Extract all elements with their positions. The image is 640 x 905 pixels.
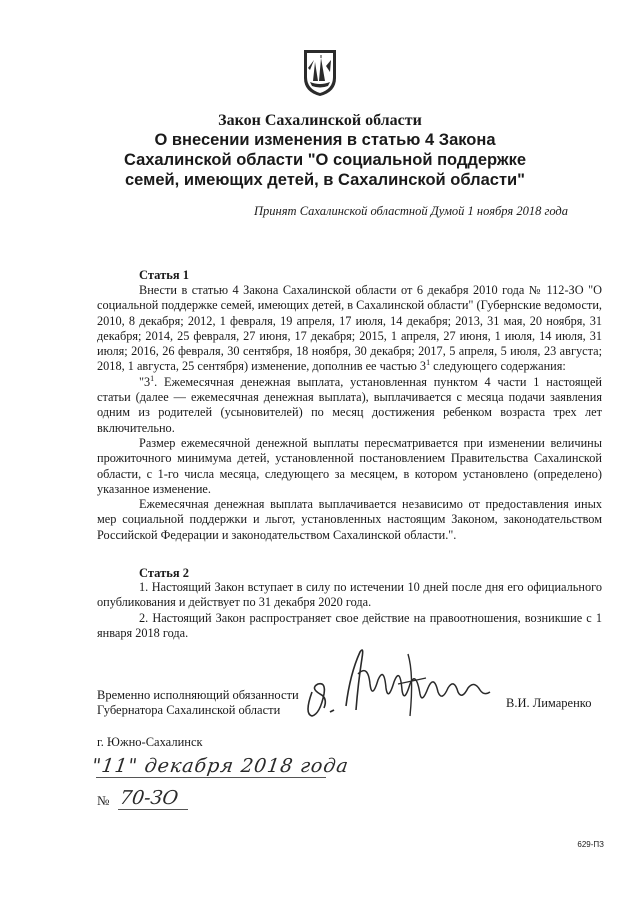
law-subject — [75, 130, 575, 190]
document-code: 629-ПЗ — [577, 840, 604, 849]
law-subject-line: семей, имеющих детей, в Сахалинской области" — [124, 171, 525, 189]
signatory-position-line: Губернатора Сахалинской области — [97, 703, 281, 717]
date-underline — [96, 777, 326, 778]
law-subject-line: О внесении изменения в статью 4 Закона — [154, 131, 496, 149]
article-2-paragraph: 1. Настоящий Закон вступает в силу по истечении 10 дней после дня его официального опубликования и действует по 31 декабря 2020 года. — [97, 580, 602, 610]
handwritten-law-number: 70-ЗО — [118, 787, 180, 809]
article-1-heading: Статья 1 — [139, 268, 189, 282]
adoption-note: Принят Сахалинской областной Думой 1 ноября 2018 года — [254, 204, 568, 218]
article-1-paragraph: "$3^1$. Ежемесячная денежная выплата, установленная пунктом 4 части 1 настоящей статьи (далее — ежемесячная денежная выплата), выплачивается с месяца подачи заявления одним из родителей (усыновителей) по месяц достижения ребенком возраста трех лет включительно. — [97, 373, 602, 435]
coat-of-arms-icon — [300, 48, 340, 98]
article-1-paragraph: Внести в статью 4 Закона Сахалинской области от 6 декабря 2010 года № 112-ЗО "О социальной поддержке семей, имеющих детей, в Сахалинской области" (Губернские ведомости, 2010, 8 декабря; 2012, 1 февраля, 19 апреля, 17 июля, 14 декабря; 2013, 31 мая, 20 ноября, 31 декабря; 2014, 25 февраля, 27 июня, 17 декабря; 2015, 1 апреля, 27 июня, 1 июля, 14 июля, 31 июля; 2016, 26 февраля, 30 сентября, 18 ноября, 30 декабря; 2017, 5 апреля, 5 июля, 23 августа; 2018, 1 августа, 25 сентября) изменение, дополнив ее частью $3^1$ следующего содержания: — [97, 283, 602, 374]
article-2-heading: Статья 2 — [139, 566, 189, 580]
article-2-body — [97, 580, 602, 641]
article-1-paragraph: Размер ежемесячной денежной выплаты пересматривается при изменении величины прожиточного минимума детей, установленной постановлением Правительства Сахалинской области, с 1-го числа месяца, следующего за месяцем, в котором установлено (определено) указанное изменение. — [97, 435, 602, 496]
handwritten-signature — [298, 644, 508, 724]
article-1-paragraph: Ежемесячная денежная выплата выплачивается независимо от предоставления иных мер социальной поддержки и льгот, установленных настоящим Законом, законодательством Российской Федерации и законодательством Сахалинской области.". — [97, 497, 602, 542]
law-subject-line: Сахалинской области "О социальной поддержке — [123, 151, 527, 169]
number-underline — [118, 809, 188, 810]
signatory-name: В.И. Лимаренко — [506, 696, 592, 710]
signatory-position-line: Временно исполняющий обязанности — [97, 688, 299, 702]
law-title: Закон Сахалинской области — [218, 112, 422, 129]
article-1-body — [97, 283, 602, 543]
place-of-signing: г. Южно-Сахалинск — [97, 735, 203, 749]
law-number-label: № — [97, 793, 110, 808]
article-2-paragraph: 2. Настоящий Закон распространяет свое действие на правоотношения, возникшие с 1 января 2018 года. — [97, 610, 602, 640]
signatory-position — [97, 688, 299, 718]
handwritten-date: "11" декабря 2018 года — [90, 755, 351, 777]
